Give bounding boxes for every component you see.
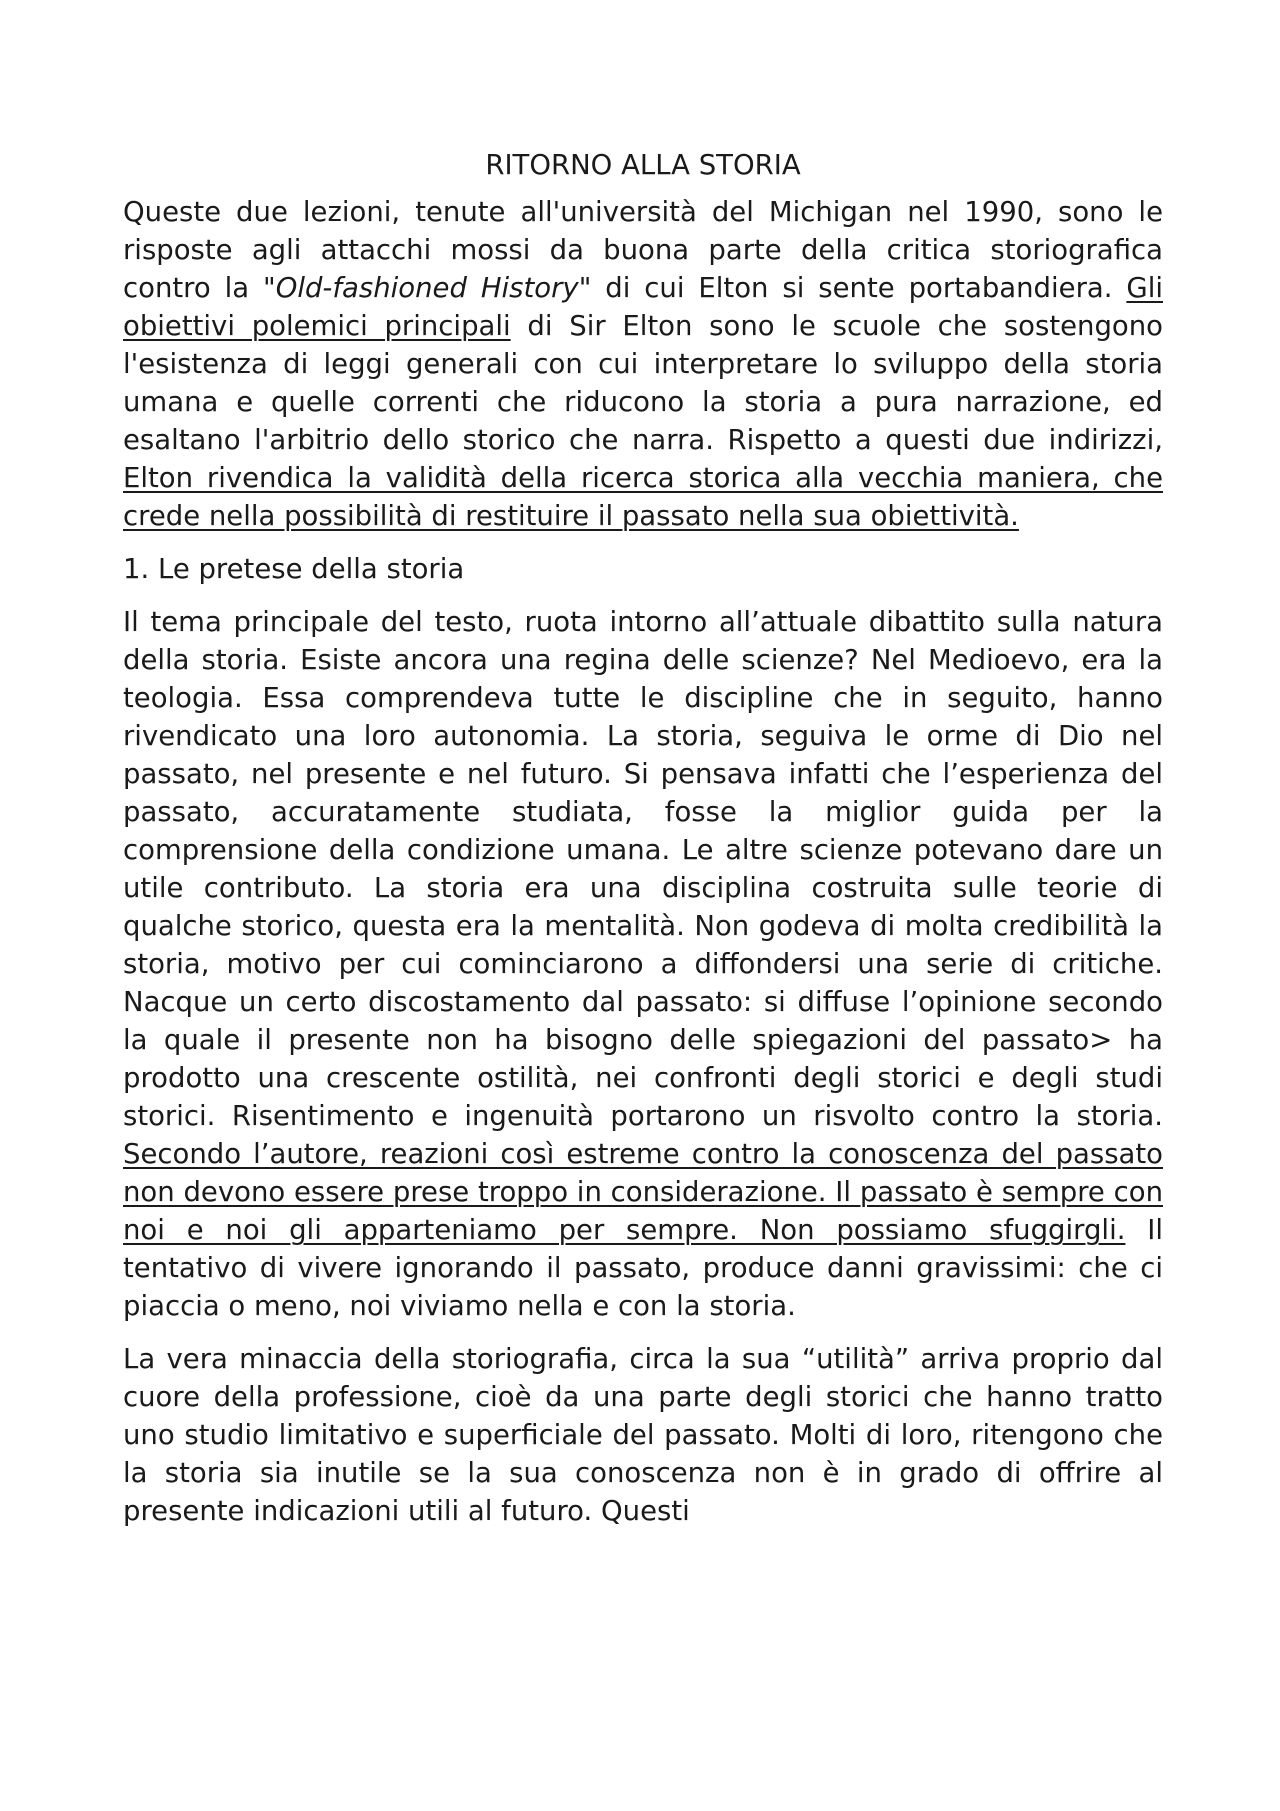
intro-underlined-text-2: Elton rivendica la validità della ricerca storica alla vecchia maniera, che crede nella possibilità di restituire il passato nella sua obiettività. <box>123 462 1163 532</box>
intro-paragraph <box>123 193 1163 535</box>
section-heading: 1. Le pretese della storia <box>123 553 465 585</box>
body-paragraph-2: La vera minaccia della storiografia, circa la sua “utilità” arriva proprio dal cuore della professione, cioè da una parte degli storici che hanno tratto uno studio limitativo e superficiale del passato. Molti di loro, ritengono che la storia sia inutile se la sua conoscenza non è in grado di offrire al presente indicazioni utili al futuro. Questi <box>123 1343 1163 1527</box>
intro-italic-text: Old-fashioned History <box>275 272 579 304</box>
intro-underlined-text-1: Gli obiettivi polemici principali <box>123 272 1163 342</box>
body-1-text-b: Il tentativo di vivere ignorando il passato, produce danni gravissimi: che ci piaccia o meno, noi viviamo nella e con la storia. <box>123 1214 1163 1322</box>
document-title: RITORNO ALLA STORIA <box>485 149 801 181</box>
document-page <box>123 146 1163 1545</box>
body-1-text-a: Il tema principale del testo, ruota intorno all’attuale dibattito sulla natura della storia. Esiste ancora una regina delle scienze? Nel Medioevo, era la teologia. Essa comprendeva tutte le discipline che in seguito, hanno rivendicato una loro autonomia. La storia, seguiva le orme di Dio nel passato, nel presente e nel futuro. Si pensava infatti che l’esperienza del passato, accuratamente studiata, fosse la miglior guida per la comprensione della condizione umana. Le altre scienze potevano dare un utile contributo. La storia era una disciplina costruita sulle teorie di qualche storico, questa era la mentalità. Non godeva di molta credibilità la storia, motivo per cui cominciarono a diffondersi una serie di critiche. Nacque un certo discostamento dal passato: si diffuse l’opinione secondo la quale il presente non ha bisogno delle spiegazioni del passato> ha prodotto una crescente ostilità, nei confronti degli storici e degli studi storici. Risentimento e ingenuità portarono un risvolto contro la storia. <box>123 606 1163 1132</box>
intro-text-b: " di cui Elton si sente portabandiera. <box>578 272 1127 304</box>
intro-text-a: Queste due lezioni, tenute all'università del Michigan nel 1990, sono le risposte agli attacchi mossi da buona parte della critica storiografica contro la " <box>123 196 1163 304</box>
intro-text-c: di Sir Elton sono le scuole che sostengono l'esistenza di leggi generali con cui interpretare lo sviluppo della storia umana e quelle correnti che riducono la storia a pura narrazione, ed esaltano l'arbitrio dello storico che narra. Rispetto a questi due indirizzi, <box>123 310 1163 456</box>
body-paragraph-1 <box>123 603 1163 1325</box>
body-1-underlined-text: Secondo l’autore, reazioni così estreme contro la conoscenza del passato non devono essere prese troppo in considerazione. Il passato è sempre con noi e noi gli apparteniamo per sempre. Non possiamo sfuggirgli. <box>123 1138 1163 1246</box>
